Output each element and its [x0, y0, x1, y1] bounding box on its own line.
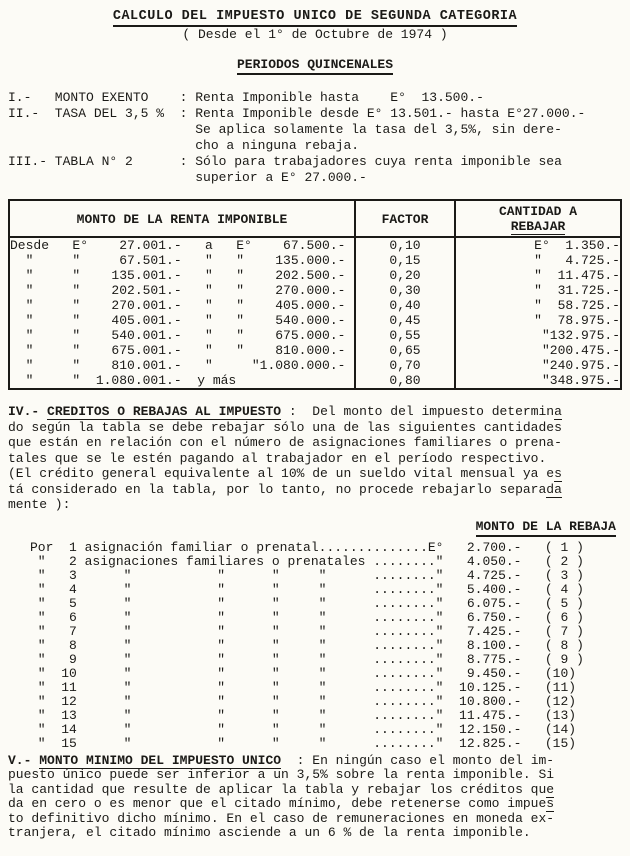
section-v-heading: MONTO MINIMO DEL IMPUESTO UNICO — [39, 752, 282, 768]
rebate-line: "200.475.- — [541, 343, 620, 358]
rebate-row: " 3 " " " " ........" 4.725.- ( 3 ) — [30, 567, 584, 583]
rebate-row: " 8 " " " " ........" 8.100.- ( 8 ) — [30, 637, 584, 653]
rebate-line: " 31.725.- — [534, 283, 620, 298]
section-v-line: tranjera, el citado mínimo asciende a un 6 % de la renta imponible. — [8, 825, 531, 841]
rebate-amount-heading-block — [0, 519, 616, 534]
intro-line-6: superior a E° 27.000.- — [8, 170, 367, 185]
rebate-row: " 10 " " " " ........" 9.450.- (10) — [30, 665, 577, 681]
column-header-renta: MONTO DE LA RENTA IMPONIBLE — [9, 200, 355, 237]
rebate-line: "348.975.- — [541, 373, 620, 388]
rebate-line: " 11.475.- — [534, 268, 620, 283]
rebate-line: "240.975.- — [541, 358, 620, 373]
section-iv-heading-line: IV.- CREDITOS O REBAJAS AL IMPUESTO : Del monto del impuesto determina — [8, 404, 562, 419]
rebate-row: Por 1 asignación familiar o prenatal..............E° 2.700.- ( 1 ) — [30, 539, 584, 555]
period-heading-block — [0, 57, 630, 72]
period-heading: PERIODOS QUINCENALES — [237, 57, 393, 75]
rebate-line: "132.975.- — [541, 328, 620, 343]
exempt-rules-section — [8, 90, 630, 186]
rebate-row: " 4 " " " " ........" 5.400.- ( 4 ) — [30, 581, 584, 597]
rebate-line: E° 1.350.- — [534, 238, 620, 253]
intro-line-3: Se aplica solamente la tasa del 3,5%, sin dere- — [8, 122, 562, 137]
range-line: " " 67.501.- " " 135.000.- — [10, 253, 346, 268]
rebate-line: " 58.725.- — [534, 298, 620, 313]
section-iv-line: mente ): — [8, 497, 71, 512]
rebate-line: " 78.975.- — [534, 313, 620, 328]
title-block — [0, 8, 630, 24]
rebate-row: " 13 " " " " ........" 11.475.- (13) — [30, 707, 577, 723]
section-iv-line: tá considerado en la tabla, por lo tanto, no procede rebajarlo separada — [8, 481, 562, 497]
factor-cell-block: 0,10 0,15 0,20 0,30 0,40 0,45 0,55 0,65 0,70 0,80 — [355, 237, 455, 389]
range-line: " " 675.001.- " " 810.000.- — [10, 343, 346, 358]
rebate-row: " 6 " " " " ........" 6.750.- ( 6 ) — [30, 609, 584, 625]
section-iv-number: IV.- — [8, 404, 48, 419]
section-v-number: V.- — [8, 752, 40, 768]
rebate-list — [30, 541, 630, 751]
section-v — [8, 754, 630, 842]
column-header-factor: FACTOR — [355, 200, 455, 237]
section-iv — [8, 404, 630, 513]
section-iv-line: tales que se le estén pagando al trabajador en el período respectivo. — [8, 450, 547, 466]
range-line: " " 1.080.001.- y más — [10, 373, 237, 388]
range-line: " " 810.001.- " "1.080.000.- — [10, 358, 346, 373]
tax-factor-table — [8, 199, 622, 390]
range-line: Desde E° 27.001.- a E° 67.500.- — [10, 238, 346, 253]
section-v-line: da en cero o es menor que el citado mínimo, debe retenerse como impues — [8, 796, 555, 812]
page-title: CALCULO DEL IMPUESTO UNICO DE SEGUNDA CATEGORIA — [113, 9, 517, 27]
page-subtitle: ( Desde el 1° de Octubre de 1974 ) — [182, 27, 448, 42]
range-line: " " 540.001.- " " 675.000.- — [10, 328, 346, 343]
section-iv-line: que están en relación con el número de asignaciones familiares o prena- — [8, 435, 562, 450]
section-iv-line: do según la tabla se debe rebajar sólo una de las siguientes cantidades — [8, 419, 562, 435]
rebate-row: " 14 " " " " ........" 12.150.- (14) — [30, 721, 577, 737]
section-v-line: to definitivo dicho mínimo. En el caso de remuneraciones en moneda ex- — [8, 810, 555, 826]
range-line: " " 202.501.- " " 270.000.- — [10, 283, 346, 298]
rebate-row: " 7 " " " " ........" 7.425.- ( 7 ) — [30, 623, 584, 639]
range-cell-block — [9, 237, 355, 389]
intro-line-4: cho a ninguna rebaja. — [8, 138, 360, 153]
section-iv-heading: CREDITOS O REBAJAS AL IMPUESTO — [47, 404, 282, 419]
section-v-heading-line: V.- MONTO MINIMO DEL IMPUESTO UNICO : En ningún caso el monto del im- — [8, 752, 555, 768]
rebate-row: " 2 asignaciones familiares o prenatales ........" 4.050.- ( 2 ) — [30, 553, 584, 569]
section-v-line: puesto único puede ser inferior a un 3,5% sobre la renta imponible. Si — [8, 767, 555, 783]
section-iv-line: (El crédito general equivalente al 10% de un sueldo vital mensual ya es — [8, 466, 562, 481]
range-line: " " 135.001.- " " 202.500.- — [10, 268, 346, 283]
rebate-amount-heading: MONTO DE LA REBAJA — [476, 519, 616, 537]
rebate-line: " 4.725.- — [534, 253, 620, 268]
intro-line-1: I.- MONTO EXENTO : Renta Imponible hasta E° 13.500.- — [8, 90, 484, 105]
rebate-row: " 11 " " " " ........" 10.125.- (11) — [30, 679, 577, 695]
intro-line-5: III.- TABLA N° 2 : Sólo para trabajadores cuya renta imponible sea — [8, 154, 562, 169]
tax-table-header-row — [9, 200, 621, 237]
intro-line-2: II.- TASA DEL 3,5 % : Renta Imponible desde E° 13.501.- hasta E°27.000.- — [8, 106, 586, 121]
section-v-line: la cantidad que resulte de aplicar la tabla y rebajar los créditos que — [8, 781, 555, 797]
rebate-cell-block — [455, 237, 621, 389]
column-header-cantidad-line2: REBAJAR — [510, 219, 566, 234]
rebate-row: " 12 " " " " ........" 10.800.- (12) — [30, 693, 577, 709]
rebate-row: " 5 " " " " ........" 6.075.- ( 5 ) — [30, 595, 584, 611]
range-line: " " 270.001.- " " 405.000.- — [10, 298, 346, 313]
range-line: " " 405.001.- " " 540.000.- — [10, 313, 346, 328]
rebate-row: " 15 " " " " ........" 12.825.- (15) — [30, 735, 577, 751]
rebate-row: " 9 " " " " ........" 8.775.- ( 9 ) — [30, 651, 584, 667]
column-header-cantidad-line1: CANTIDAD A — [498, 204, 577, 219]
column-header-cantidad — [455, 200, 621, 237]
